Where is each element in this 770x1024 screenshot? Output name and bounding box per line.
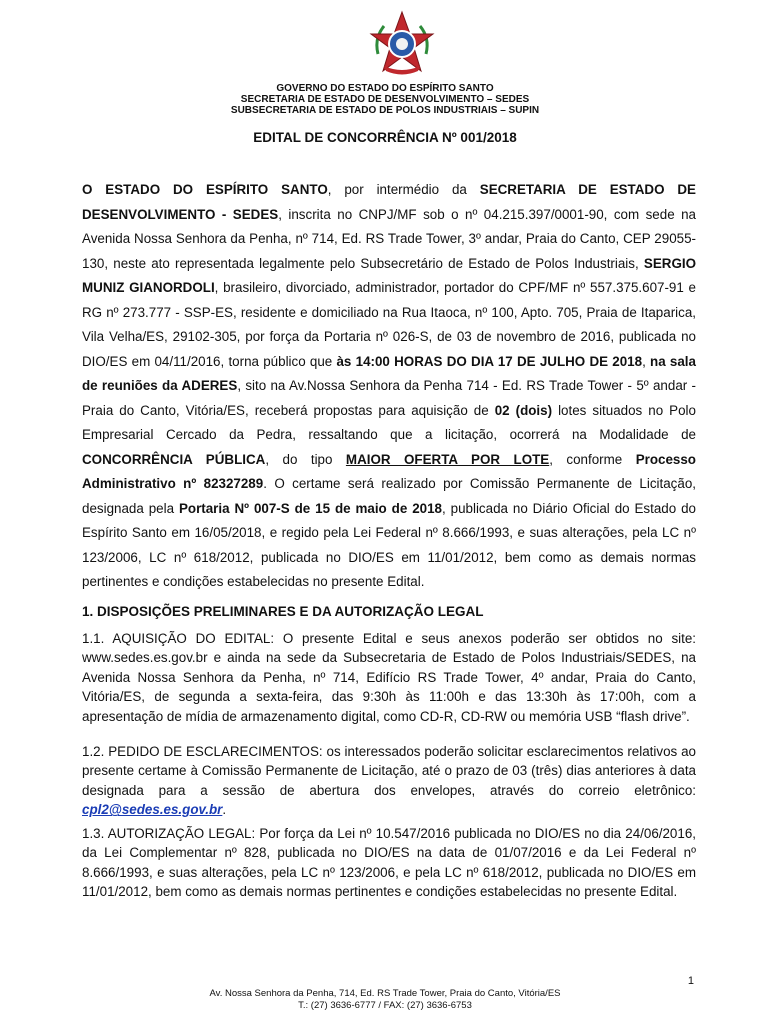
footer-address: Av. Nossa Senhora da Penha, 714, Ed. RS Trade Tower, Praia do Canto, Vitória/ES bbox=[209, 988, 561, 999]
intro-modality: CONCORRÊNCIA PÚBLICA bbox=[82, 451, 266, 467]
intro-ordinance: Portaria Nº 007-S de 15 de maio de 2018 bbox=[178, 500, 442, 516]
intro-text-8: , conforme bbox=[549, 451, 636, 467]
letterhead-line-1: GOVERNO DO ESTADO DO ESPÍRITO SANTO bbox=[276, 83, 494, 94]
section-1-2-text: 1.2. PEDIDO DE ESCLARECIMENTOS: os interessados poderão solicitar esclarecimentos relativos ao presente certame à Comissão Permanente de Licitação, até o prazo de 03 (três) dias anteriores à data designada para a sessão de abertura dos envelopes, através do correio eletrônico: bbox=[82, 744, 696, 798]
intro-text-1: , por intermédio da bbox=[327, 182, 480, 197]
intro-lot-count: 02 (dois) bbox=[494, 402, 553, 418]
footer-phone: T.: (27) 3636-6777 / FAX: (27) 3636-6753 bbox=[298, 1000, 472, 1011]
intro-text-6: lotes situados no Polo Empresarial Cercado da Pedra, ressaltando que a licitação, ocorrerá na Modalidade de bbox=[82, 402, 696, 442]
intro-text-4: , bbox=[642, 353, 651, 369]
page-number: 1 bbox=[687, 975, 694, 987]
intro-text-9: . O certame será realizado por Comissão Permanente de Licitação, designada pela bbox=[82, 476, 696, 516]
intro-type: MAIOR OFERTA POR LOTE bbox=[345, 451, 550, 467]
section-1-2-paragraph bbox=[82, 742, 696, 820]
intro-location: na sala de reuniões da ADERES bbox=[82, 353, 696, 393]
intro-datetime: às 14:00 HORAS DO DIA 17 DE JULHO DE 2018 bbox=[336, 353, 643, 369]
intro-representative: SERGIO MUNIZ GIANORDOLI bbox=[82, 255, 696, 295]
intro-state-name: O ESTADO DO ESPÍRITO SANTO bbox=[82, 182, 328, 197]
section-1-title: 1. DISPOSIÇÕES PRELIMINARES E DA AUTORIZAÇÃO LEGAL bbox=[82, 604, 484, 619]
letterhead bbox=[0, 83, 770, 116]
intro-text-3: , brasileiro, divorciado, administrador, portador do CPF/MF nº 557.375.607-91 e RG nº 273.777 - SSP-ES, residente e domiciliado na Rua Itaoca, nº 100, Apto. 705, Praia de Itaparica, Vila Velha/ES, 29102-305, por força da Portaria nº 026-S, de 03 de novembro de 2016, publicada no DIO/ES em 04/11/2016, torna público que bbox=[82, 280, 696, 369]
state-coat-of-arms-icon bbox=[366, 8, 438, 80]
intro-text-7: , do tipo bbox=[265, 451, 346, 467]
intro-process-number: Processo Administrativo nº 82327289 bbox=[82, 451, 696, 491]
intro-text-2: , inscrita no CNPJ/MF sob o nº 04.215.397/0001-90, com sede na Avenida Nossa Senhora da Penha, nº 714, Ed. RS Trade Tower, 3º andar, Praia do Canto, CEP 29055-130, neste ato representada legalmente pelo Subsecretário de Estado de Polos Industriais, bbox=[82, 206, 696, 271]
contact-email-link[interactable]: cpl2@sedes.es.gov.br bbox=[82, 802, 223, 818]
intro-paragraph bbox=[82, 178, 696, 595]
document-title: EDITAL DE CONCORRÊNCIA Nº 001/2018 bbox=[253, 130, 517, 145]
intro-secretariat: SECRETARIA DE ESTADO DE DESENVOLVIMENTO - SEDES bbox=[82, 182, 696, 222]
intro-text-5: , sito na Av.Nossa Senhora da Penha 714 - Ed. RS Trade Tower - 5º andar - Praia do Canto, Vitória/ES, receberá propostas para aquisição de bbox=[82, 378, 696, 418]
section-1-2-end: . bbox=[222, 802, 227, 818]
letterhead-line-3: SUBSECRETARIA DE ESTADO DE POLOS INDUSTRIAIS – SUPIN bbox=[230, 105, 540, 116]
intro-text-10: , publicada no Diário Oficial do Estado do Espírito Santo em 16/05/2018, e regido pela Lei Federal nº 8.666/1993, e suas alterações, pela LC nº 123/2006, LC nº 618/2012, publicada no DIO/ES em 11/01/2012, bem como as demais normas pertinentes e condições estabelecidas no presente Edital. bbox=[82, 500, 696, 589]
page-footer bbox=[0, 988, 770, 1012]
section-1-1-paragraph: 1.1. AQUISIÇÃO DO EDITAL: O presente Edital e seus anexos poderão ser obtidos no site: www.sedes.es.gov.br e ainda na sede da Subsecretaria de Estado de Polos Industriais/SEDES, na Avenida Nossa Senhora da Penha, nº 714, Edifício RS Trade Tower, 4º andar, Praia do Canto, Vitória/ES, de segunda a sexta-feira, das 9:30h às 11:00h e das 13:30h às 17:00h, com a apresentação de mídia de armazenamento digital, como CD-R, CD-RW ou memória USB “flash drive”. bbox=[82, 631, 696, 724]
letterhead-line-2: SECRETARIA DE ESTADO DE DESENVOLVIMENTO – SEDES bbox=[240, 94, 530, 105]
section-1-3-paragraph: 1.3. AUTORIZAÇÃO LEGAL: Por força da Lei nº 10.547/2016 publicada no DIO/ES no dia 24/06/2016, da Lei Complementar nº 828, publicada no DIO/ES na data de 01/07/2016 e da Lei Federal nº 8.666/1993, e suas alterações, pela LC nº 123/2006, e pela LC nº 618/2012, publicada no DIO/ES em 11/01/2012, bem como as demais normas pertinentes e condições estabelecidas no presente Edital. bbox=[82, 826, 696, 900]
